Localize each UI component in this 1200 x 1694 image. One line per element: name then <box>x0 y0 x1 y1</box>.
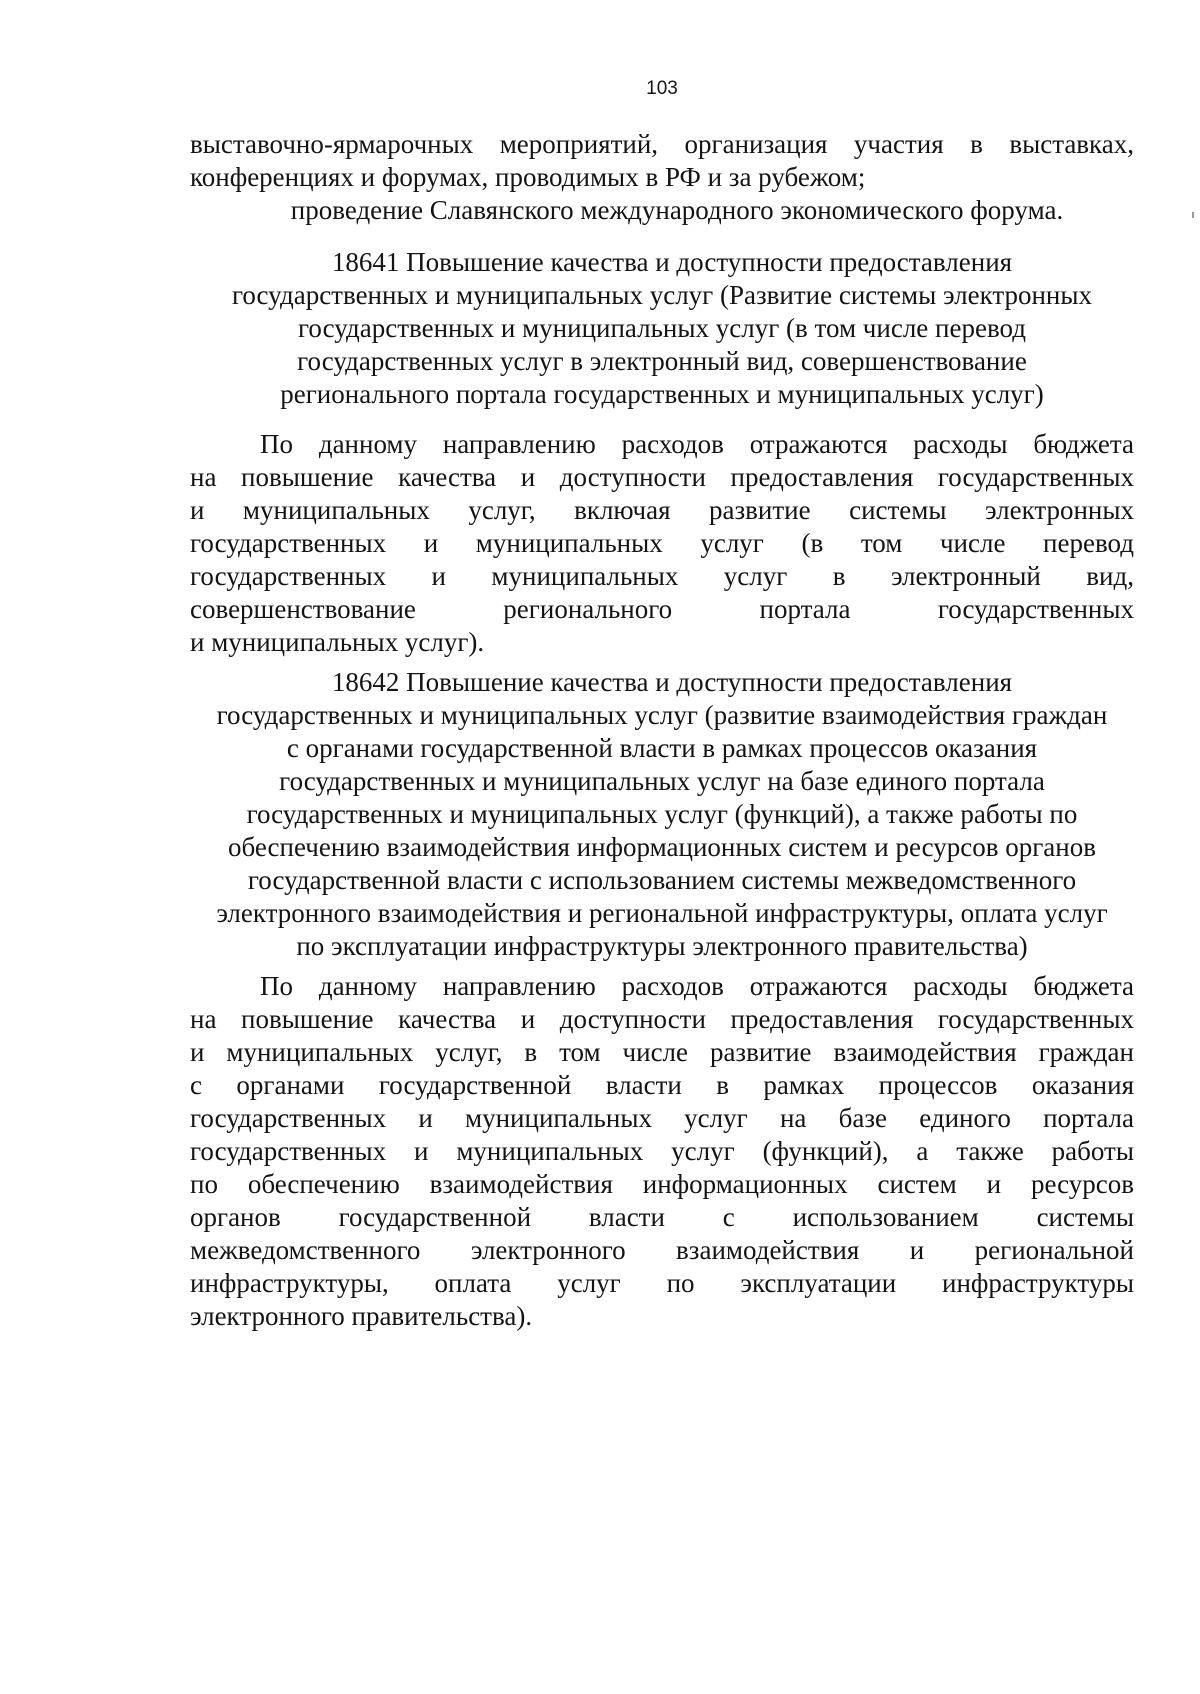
paragraph-line: межведомственного электронного взаимодействия и региональной <box>190 1235 1134 1265</box>
paragraph-line: органов государственной власти с использованием системы <box>190 1202 1134 1232</box>
paragraph-line: и муниципальных услуг). <box>190 627 485 657</box>
scan-artifact-mark <box>1192 212 1194 218</box>
heading-line: государственных услуг в электронный вид, совершенствование <box>297 346 1027 376</box>
paragraph-line: электронного правительства). <box>190 1301 533 1331</box>
paragraph-line: государственных и муниципальных услуг (в том числе перевод <box>190 528 1134 558</box>
paragraph-line: по обеспечению взаимодействия информационных систем и ресурсов <box>190 1169 1134 1199</box>
paragraph-line: и муниципальных услуг, включая развитие системы электронных <box>190 495 1134 525</box>
paragraph-line: государственных и муниципальных услуг на базе единого портала <box>190 1103 1134 1133</box>
paragraph-line: совершенствование регионального портала государственных <box>190 594 1134 624</box>
heading-line: 18642 Повышение качества и доступности предоставления <box>331 667 1013 697</box>
paragraph-18641 <box>190 428 1134 659</box>
intro-final-line: проведение Славянского международного экономического форума. <box>290 195 1064 225</box>
paragraph-line: По данному направлению расходов отражаются расходы бюджета <box>260 971 1134 1001</box>
heading-line: государственных и муниципальных услуг (функций), а также работы по <box>246 799 1078 829</box>
heading-line: по эксплуатации инфраструктуры электронного правительства) <box>296 931 1028 961</box>
heading-line: государственных и муниципальных услуг (Развитие системы электронных <box>231 280 1093 310</box>
heading-line: с органами государственной власти в рамках процессов оказания <box>286 733 1038 763</box>
intro-line: конференциях и форумах, проводимых в РФ и за рубежом; <box>190 162 866 192</box>
heading-line: регионального портала государственных и муниципальных услуг) <box>280 379 1044 409</box>
page-number: 103 <box>646 78 678 99</box>
heading-line: электронного взаимодействия и региональной инфраструктуры, оплата услуг <box>216 898 1108 928</box>
paragraph-line: государственных и муниципальных услуг в электронный вид, <box>190 561 1134 591</box>
heading-line: государственных и муниципальных услуг (в том числе перевод <box>298 313 1026 343</box>
paragraph-line: с органами государственной власти в рамках процессов оказания <box>190 1070 1134 1100</box>
paragraph-line: государственных и муниципальных услуг (функций), а также работы <box>190 1136 1134 1166</box>
intro-paragraph <box>190 128 1134 227</box>
paragraph-line: По данному направлению расходов отражаются расходы бюджета <box>260 429 1134 459</box>
paragraph-line: на повышение качества и доступности предоставления государственных <box>190 1004 1134 1034</box>
paragraph-line: на повышение качества и доступности предоставления государственных <box>190 462 1134 492</box>
paragraph-line: и муниципальных услуг, в том числе развитие взаимодействия граждан <box>190 1037 1134 1067</box>
intro-line: выставочно-ярмарочных мероприятий, организация участия в выставках, <box>190 129 1134 159</box>
heading-line: обеспечению взаимодействия информационных систем и ресурсов органов <box>228 832 1096 862</box>
heading-line: государственной власти с использованием системы межведомственного <box>247 865 1077 895</box>
heading-18641 <box>190 246 1134 411</box>
heading-line: государственных и муниципальных услуг на базе единого портала <box>279 766 1045 796</box>
heading-line: 18641 Повышение качества и доступности предоставления <box>331 247 1013 277</box>
paragraph-line: инфраструктуры, оплата услуг по эксплуатации инфраструктуры <box>190 1268 1134 1298</box>
paragraph-18642 <box>190 970 1134 1333</box>
heading-line: государственных и муниципальных услуг (развитие взаимодействия граждан <box>216 700 1108 730</box>
heading-18642 <box>190 666 1134 963</box>
